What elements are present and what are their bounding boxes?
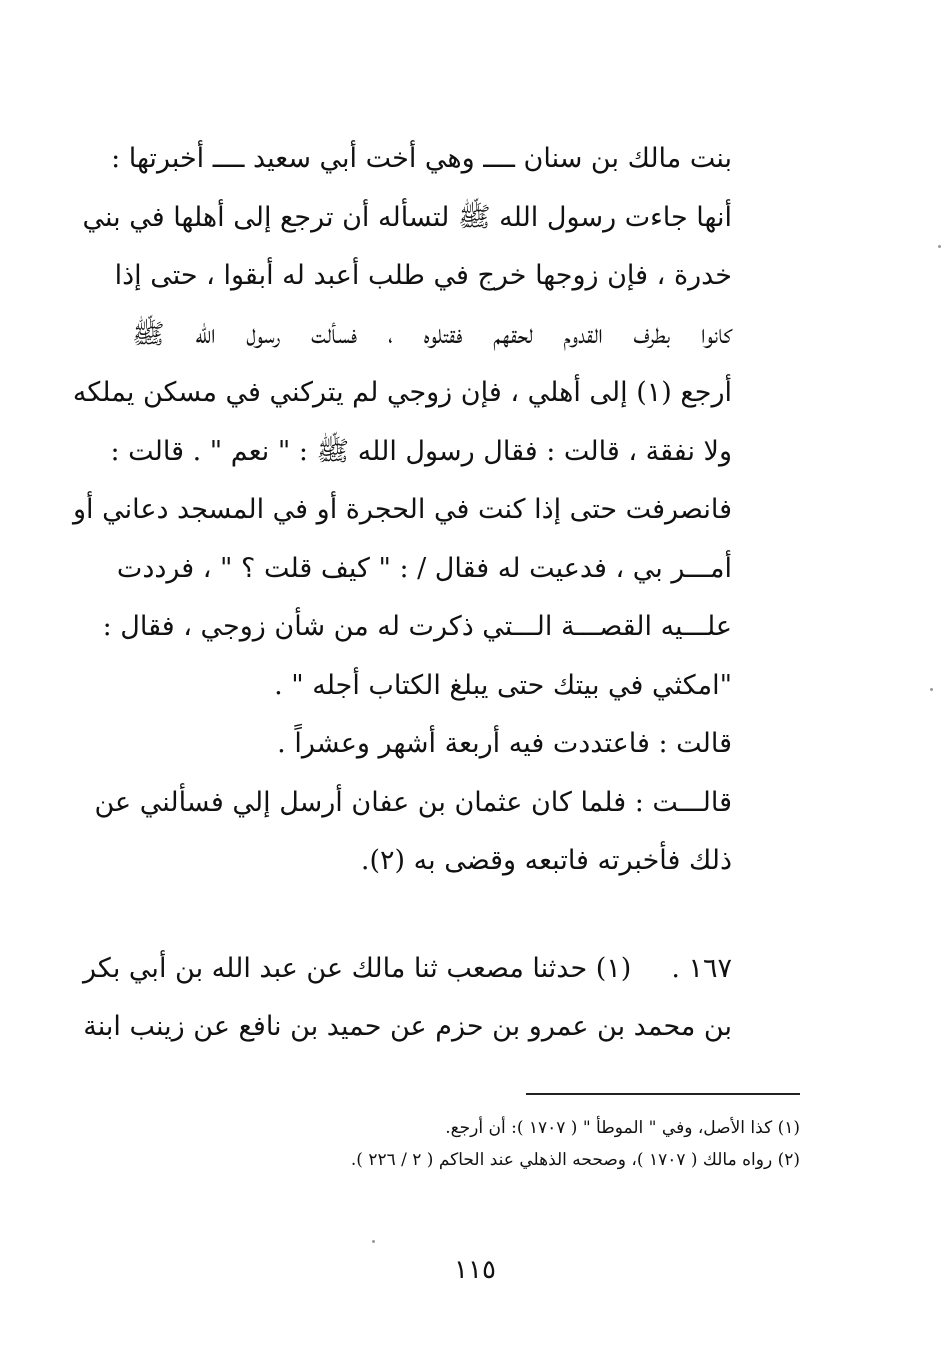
footnote: (١) كذا الأصل، وفي " الموطأ " ( ١٧٠٧ ): أن أرجع. [445,1118,800,1138]
main-text [72,130,732,891]
hadith-first-line [83,940,732,998]
footnote: (٢) رواه مالك ( ١٧٠٧ )، وصححه الذهلي عند الحاكم ( ٢ / ٢٢٦ ). [350,1150,800,1170]
text-line: أمـــر بي ، فدعيت له فقال / : " كيف قلت ؟ " ، فرددت [116,552,732,584]
text-line: فانصرفت حتى إذا كنت في الحجرة أو في المسجد دعاني أو [72,494,732,525]
text-line: قالت : فاعتددت فيه أربعة أشهر وعشراً . [277,728,732,759]
scan-speck [930,688,933,691]
hadith-entry [83,940,732,1056]
scan-speck [938,245,941,248]
text-line: قالـــت : فلما كان عثمان بن عفان أرسل إلي فسألني عن [94,786,732,818]
hadith-text: (١) حدثنا مصعب ثنا مالك عن عبد الله بن أبي بكر [83,953,632,984]
scan-speck [372,1240,375,1243]
text-line: علـــيه القصـــة الـــتي ذكرت له من شأن زوجي ، فقال : [102,611,732,642]
text-line: خدرة ، فإن زوجها خرج في طلب أعبد له أبقوا ، حتى إذا [114,260,732,291]
text-line: أنها جاءت رسول الله ﷺ لتسأله أن ترجع إلى أهلها في بني [82,201,732,233]
text-line: ولا نفقة ، قالت : فقال رسول الله ﷺ : " نعم " . قالت : [110,435,732,467]
hadith-number: ١٦٧ . [671,953,732,984]
page-number: ١١٥ [454,1255,496,1285]
text-line: ذلك فأخبرته فاتبعه وقضى به (٢). [360,845,732,876]
text-line: أرجع (١) إلى أهلي ، فإن زوجي لم يتركني في مسكن يملكه [72,377,732,408]
text-line: كانوا بطرف القدوم لحقهم فقتلوه ، فسألت رسول الله ﷺ [132,318,732,350]
footnote-separator [526,1093,800,1095]
footnotes [200,1112,800,1176]
text-line: بنت مالك بن سنان ــــ وهي أخت أبي سعيد ــــ أخبرتها : [111,143,732,174]
text-line: "امكثي في بيتك حتى يبلغ الكتاب أجله " . [274,669,732,701]
hadith-second-line: بن محمد بن عمرو بن حزم عن حميد بن نافع عن زينب ابنة [83,1011,732,1042]
